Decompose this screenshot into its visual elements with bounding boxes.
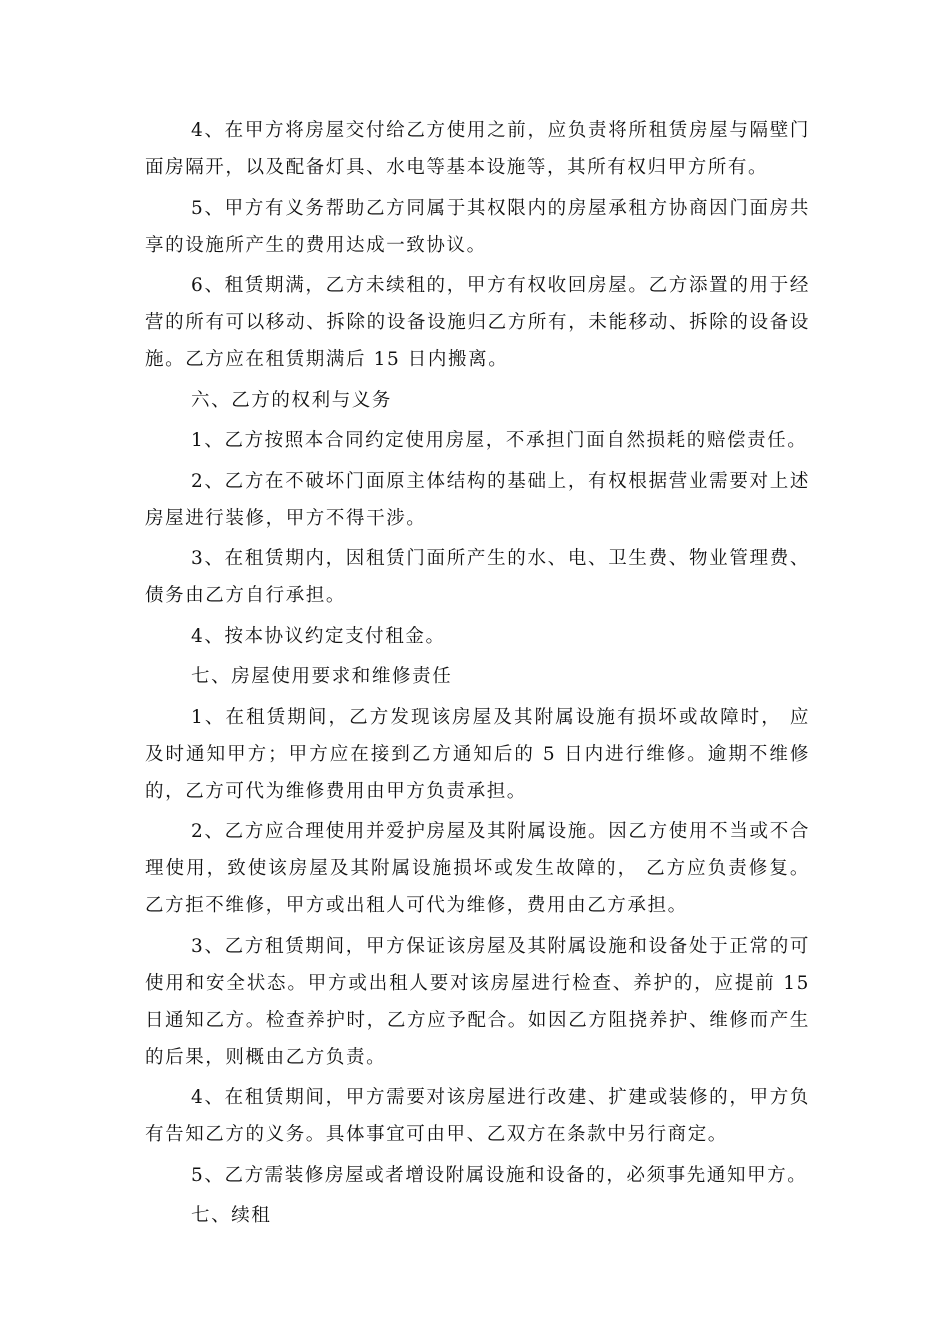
clause-repair-3: 3、乙方租赁期间，甲方保证该房屋及其附属设施和设备处于正常的可使用和安全状态。甲方或出租人要对该房屋进行检查、养护的，应提前 15 日通知乙方。检查养护时，乙方应予配合。如因乙方阻挠养护、维修而产生的后果，则概由乙方负责。 bbox=[145, 935, 810, 1068]
clause-jia-4-handover: 4、在甲方将房屋交付给乙方使用之前，应负责将所租赁房屋与隔壁门面房隔开，以及配备灯具、水电等基本设施等，其所有权归甲方所有。 bbox=[145, 120, 810, 178]
clause-yi-4-rent: 4、按本协议约定支付租金。 bbox=[191, 625, 446, 647]
section-heading-usage-repair: 七、房屋使用要求和维修责任 bbox=[191, 666, 453, 687]
document-body bbox=[145, 112, 810, 1238]
clause-repair-2: 2、乙方应合理使用并爱护房屋及其附属设施。因乙方使用不当或不合理使用，致使该房屋及其附属设施损坏或发生故障的， 乙方应负责修复。乙方拒不维修，甲方或出租人可代为维修，费用由乙方承担。 bbox=[145, 821, 810, 916]
clause-yi-3-expenses: 3、在租赁期内，因租赁门面所产生的水、电、卫生费、物业管理费、债务由乙方自行承担。 bbox=[145, 548, 810, 606]
clause-jia-5-shared-facilities: 5、甲方有义务帮助乙方同属于其权限内的房屋承租方协商因门面房共享的设施所产生的费用达成一致协议。 bbox=[145, 197, 810, 256]
clause-yi-2-renovation: 2、乙方在不破坏门面原主体结构的基础上，有权根据营业需要对上述房屋进行装修，甲方不得干涉。 bbox=[145, 470, 810, 529]
clause-yi-1-use: 1、乙方按照本合同约定使用房屋，不承担门面自然损耗的赔偿责任。 bbox=[191, 430, 808, 451]
clause-repair-5: 5、乙方需装修房屋或者增设附属设施和设备的，必须事先通知甲方。 bbox=[191, 1164, 808, 1186]
section-heading-yi-rights: 六、乙方的权利与义务 bbox=[191, 389, 393, 411]
clause-repair-4: 4、在租赁期间，甲方需要对该房屋进行改建、扩建或装修的，甲方负有告知乙方的义务。具体事宜可由甲、乙双方在条款中另行商定。 bbox=[145, 1087, 810, 1145]
section-heading-renewal: 七、续租 bbox=[191, 1205, 272, 1226]
clause-repair-1: 1、在租赁期间，乙方发现该房屋及其附属设施有损坏或故障时， 应及时通知甲方；甲方应在接到乙方通知后的 5 日内进行维修。逾期不维修的，乙方可代为维修费用由甲方负责承担。 bbox=[145, 706, 810, 802]
clause-jia-6-lease-expiry: 6、租赁期满，乙方未续租的，甲方有权收回房屋。乙方添置的用于经营的所有可以移动、拆除的设备设施归乙方所有，未能移动、拆除的设备设施。乙方应在租赁期满后 15 日内搬离。 bbox=[145, 275, 810, 370]
